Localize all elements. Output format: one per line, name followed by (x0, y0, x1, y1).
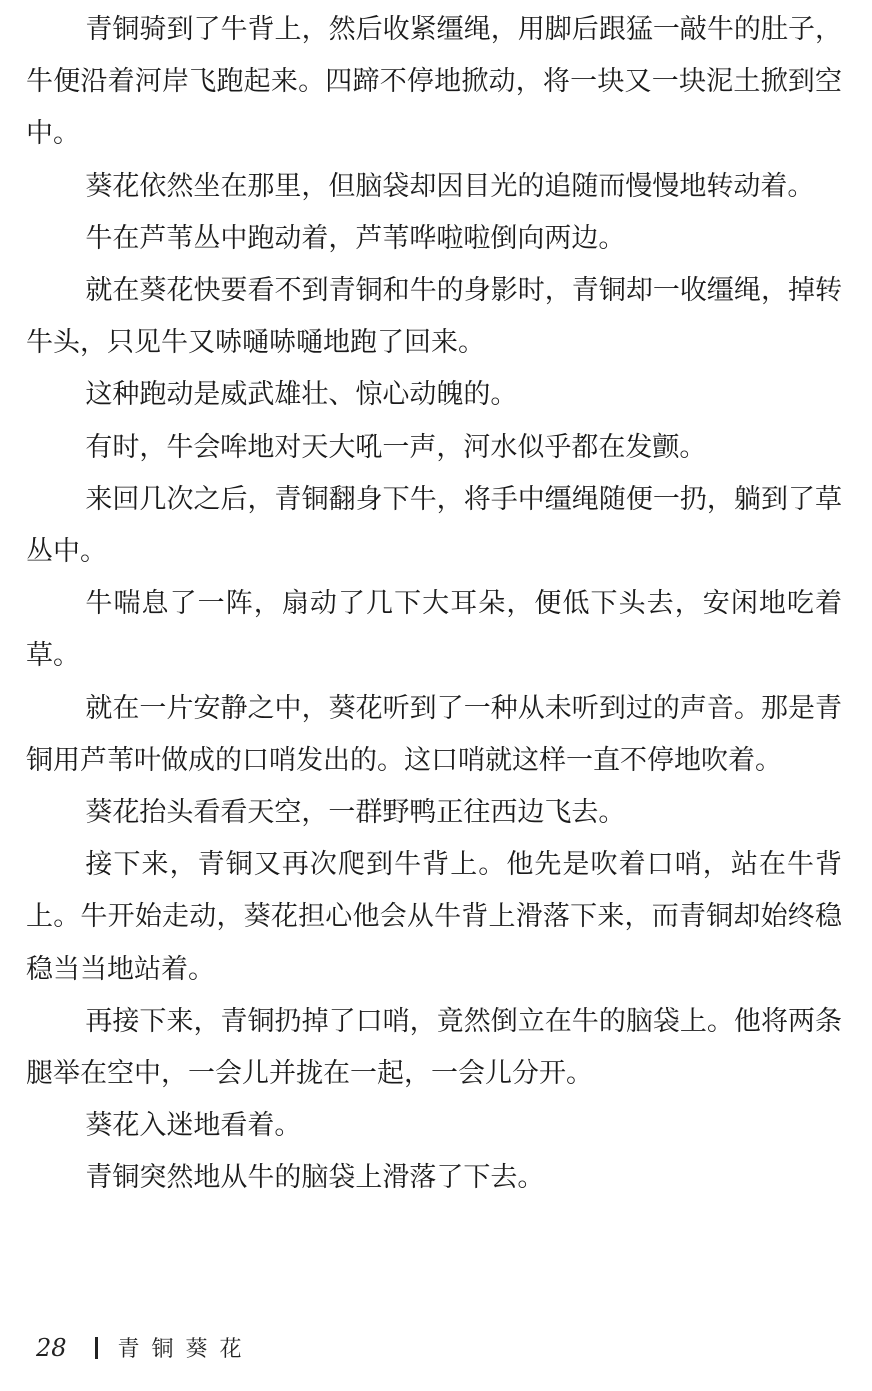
paragraph: 接下来，青铜又再次爬到牛背上。他先是吹着口哨，站在牛背上。牛开始走动，葵花担心他会从牛背上滑落下来，而青铜却始终稳稳当当地站着。 (26, 849, 842, 985)
paragraph: 葵花依然坐在那里，但脑袋却因目光的追随而慢慢地转动着。 (85, 170, 815, 202)
paragraph: 青铜骑到了牛背上，然后收紧缰绳，用脚后跟猛一敲牛的肚子，牛便沿着河岸飞跑起来。四蹄不停地掀动，将一块又一块泥土掀到空中。 (26, 14, 842, 150)
body-text (26, 4, 842, 1205)
footer-divider (95, 1337, 98, 1359)
paragraph: 牛在芦苇丛中跑动着，芦苇哗啦啦倒向两边。 (85, 222, 626, 254)
paragraph: 就在一片安静之中，葵花听到了一种从未听到过的声音。那是青铜用芦苇叶做成的口哨发出的。这口哨就这样一直不停地吹着。 (26, 692, 842, 776)
paragraph: 再接下来，青铜扔掉了口哨，竟然倒立在牛的脑袋上。他将两条腿举在空中，一会儿并拢在一起，一会儿分开。 (26, 1005, 842, 1090)
book-title: 青铜葵花 (117, 1337, 254, 1362)
paragraph: 青铜突然地从牛的脑袋上滑落了下去。 (85, 1162, 545, 1194)
paragraph: 来回几次之后，青铜翻身下牛，将手中缰绳随便一扔，躺到了草丛中。 (26, 483, 842, 568)
paragraph: 这种跑动是威武雄壮、惊心动魄的。 (85, 379, 518, 411)
paragraph: 葵花抬头看看天空，一群野鸭正往西边飞去。 (85, 797, 626, 829)
paragraph: 牛喘息了一阵，扇动了几下大耳朵，便低下头去，安闲地吃着草。 (26, 588, 842, 672)
page-footer (36, 1332, 254, 1363)
page-number: 28 (36, 1333, 67, 1362)
paragraph: 葵花入迷地看着。 (85, 1110, 302, 1142)
paragraph: 有时，牛会哞地对天大吼一声，河水似乎都在发颤。 (85, 431, 707, 463)
paragraph: 就在葵花快要看不到青铜和牛的身影时，青铜却一收缰绳，掉转牛头，只见牛又哧嗵哧嗵地跑了回来。 (26, 275, 842, 359)
